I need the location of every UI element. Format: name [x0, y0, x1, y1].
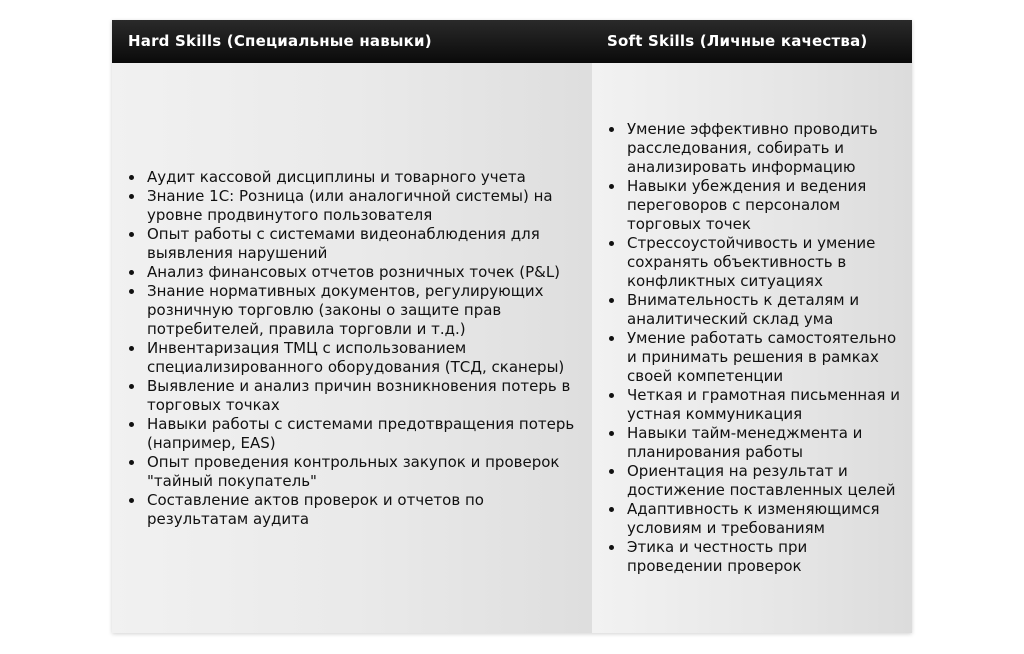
bullet-icon [129, 270, 134, 275]
bullet-icon [609, 507, 614, 512]
bullet-icon [609, 431, 614, 436]
bullet-icon [609, 393, 614, 398]
skills-table [112, 20, 912, 633]
list-item: Умение работать самостоятельно и принимать решения в рамках своей компетенции [627, 329, 902, 386]
list-item: Этика и честность при проведении проверок [627, 538, 902, 576]
bullet-icon [129, 460, 134, 465]
soft-skills-list [592, 120, 912, 576]
hard-skills-heading: Hard Skills (Специальные навыки) [128, 32, 432, 50]
list-item: Навыки тайм-менеджмента и планирования работы [627, 424, 902, 462]
list-item: Знание 1С: Розница (или аналогичной системы) на уровне продвинутого пользователя [147, 187, 579, 225]
bullet-icon [129, 194, 134, 199]
soft-skills-heading: Soft Skills (Личные качества) [607, 32, 868, 50]
bullet-icon [609, 184, 614, 189]
list-item: Навыки работы с системами предотвращения потерь (например, EAS) [147, 415, 579, 453]
list-item: Ориентация на результат и достижение поставленных целей [627, 462, 902, 500]
soft-skills-column [592, 63, 912, 633]
list-item: Опыт проведения контрольных закупок и проверок "тайный покупатель" [147, 453, 579, 491]
bullet-icon [609, 241, 614, 246]
table-header [112, 20, 912, 63]
bullet-icon [129, 346, 134, 351]
bullet-icon [609, 127, 614, 132]
list-item: Аудит кассовой дисциплины и товарного учета [147, 168, 579, 187]
bullet-icon [129, 384, 134, 389]
hard-skills-list [112, 168, 592, 529]
list-item: Навыки убеждения и ведения переговоров с персоналом торговых точек [627, 177, 902, 234]
bullet-icon [609, 336, 614, 341]
bullet-icon [609, 298, 614, 303]
list-item: Инвентаризация ТМЦ с использованием специализированного оборудования (ТСД, сканеры) [147, 339, 579, 377]
hard-skills-column [112, 63, 592, 633]
list-item: Умение эффективно проводить расследования, собирать и анализировать информацию [627, 120, 902, 177]
list-item: Анализ финансовых отчетов розничных точек (P&L) [147, 263, 579, 282]
list-item: Четкая и грамотная письменная и устная коммуникация [627, 386, 902, 424]
bullet-icon [129, 175, 134, 180]
list-item: Знание нормативных документов, регулирующих розничную торговлю (законы о защите прав потребителей, правила торговли и т.д.) [147, 282, 579, 339]
list-item: Опыт работы с системами видеонаблюдения для выявления нарушений [147, 225, 579, 263]
bullet-icon [129, 498, 134, 503]
list-item: Составление актов проверок и отчетов по результатам аудита [147, 491, 579, 529]
bullet-icon [129, 232, 134, 237]
bullet-icon [609, 469, 614, 474]
list-item: Стрессоустойчивость и умение сохранять объективность в конфликтных ситуациях [627, 234, 902, 291]
list-item: Внимательность к деталям и аналитический склад ума [627, 291, 902, 329]
list-item: Выявление и анализ причин возникновения потерь в торговых точках [147, 377, 579, 415]
list-item: Адаптивность к изменяющимся условиям и требованиям [627, 500, 902, 538]
bullet-icon [129, 289, 134, 294]
bullet-icon [609, 545, 614, 550]
bullet-icon [129, 422, 134, 427]
